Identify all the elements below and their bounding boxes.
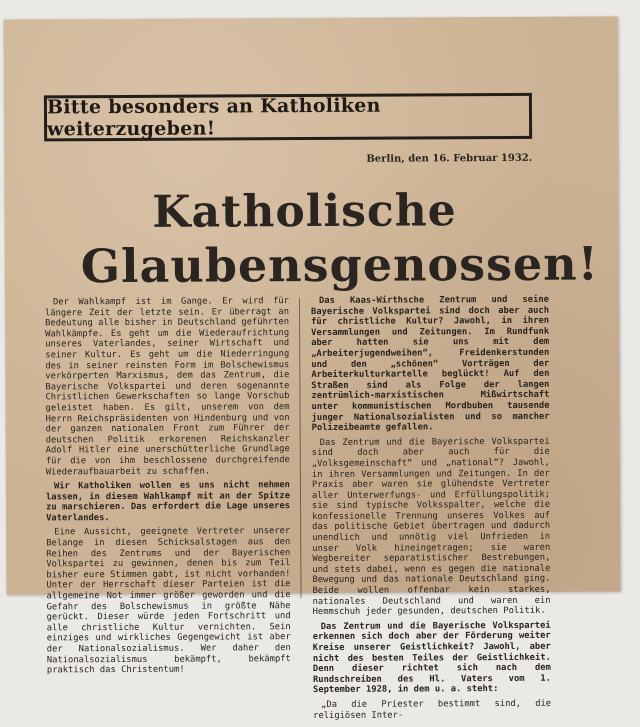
left-paragraph-2: Wir Katholiken wollen es uns nicht nehmen lassen, in diesem Wahlkampf mit an der Spitze zu marschieren. Das erfordert die Lage unseres Vaterlandes. <box>45 480 291 524</box>
leaflet-paper <box>3 16 620 721</box>
title-line-1: Katholische <box>152 185 457 238</box>
right-paragraph-1: Das Kaas-Wirthsche Zentrum und seine Bayerische Volkspartei sind doch aber auch für christliche Kultur? Jawohl, in ihren Versammlungen und Zeitungen. Im Rundfunk aber hatten sie uns mit dem „Arbeiterjugendweihen“, Freidenkerstunden und den „schönen“ Vorträgen der Arbeiterkulturkartelle beglückt! Auf den Straßen sind als Folge der langen zentrümlich-marxistischen Mißwirtschaft unter kommunistischen Mordbuben tausende junger Nationalsozialisten und so mancher Polizeibeamte gefallen. <box>311 294 550 434</box>
right-paragraph-3: Das Zentrum und die Bayerische Volkspartei erkennen sich doch aber der Förderung weiter Kreise unserer Geistlichkeit? Jawohl, aber nicht des besten Teiles der Geistlichkeit. Denn dieser richtet sich nach dem Rundschreiben des Hl. Vaters vom 1. September 1928, in dem u. a. steht: <box>312 620 551 696</box>
left-paragraph-3: Eine Aussicht, geeignete Vertreter unserer Belange in diesen Schicksalstagen aus den Reihen des Zentrums und der Bayerischen Volkspartei zu gewinnen, denen bis zum Teil bisher eure Stimmen gabt, ist nicht vorhanden! Unter der Herrschaft dieser Parteien ist die allgemeine Not immer größer geworden und die Gefahr des Bolschewismus in größte Nähe gerückt. Dieser würde jeden Fortschritt und alle christliche Kultur vernichten. Sein einziges und wirkliches Gegengewicht ist aber der Nationalsozialismus. Wer daher den Nationalsozialismus bekämpft, bekämpft praktisch das Christentum! <box>46 526 291 676</box>
left-paragraph-1: Der Wahlkampf ist im Gange. Er wird für längere Zeit der letzte sein. Er überragt an Bedeutung alle bisher in Deutschland geführten Wahlkämpfe. Es geht um die Wiederaufrichtung unseres Vaterlandes, seiner Wirtschaft und seiner Kultur. Es geht um die Niederringung des in seiner reinsten Form im Bolschewismus verkörperten Marxismus, dem das Zentrum, die Bayerische Volkspartei und deren sogenannte Christlichen Gewerkschaften so lange Vorschub geleistet haben. Es gilt, unserem von dem Herrn Reichspräsidenten von Hindenburg und von der ganzen nationalen Front zum Führer der deutschen Politik erkorenen Reichskanzler Adolf Hitler eine unerschütterliche Grundlage für die von ihm beschlossene durchgreifende Wiederaufbauarbeit zu schaffen. <box>45 296 290 477</box>
column-divider <box>299 298 302 598</box>
right-paragraph-4: „Da die Priester bestimmt sind, die religiösen Inter- <box>313 698 552 721</box>
banner-box <box>44 93 532 142</box>
right-paragraph-2: Das Zentrum und die Bayerische Volkspartei sind doch aber auch für die „Volksgemeinschaft“ und „national“? Jawohl, in ihren Versammlungen und Zeitungen. In der Praxis aber waren sie glühendste Vertreter aller Unterwerfungs- und Erfüllungspolitik; sie sind typische Volksspalter, welche die konfessionelle Trennung unseres Volkes auf das politische Gebiet übertragen und dadurch unendlich und unnötig viel Unfrieden in unser Volk hineingetragen; sie waren Wegbereiter separatistischer Bestrebungen, und stets dabei, wenn es gegen die nationale Bewegung und das nationale Deutschland ging. Beide wollen offenbar kein starkes, nationales Deutschland und waren ein Hemmschuh jeder gesunden, deutschen Politik. <box>311 436 551 618</box>
dateline: Berlin, den 16. Februar 1932. <box>366 152 533 165</box>
title-line-2: Glaubensgenossen! <box>80 236 599 294</box>
right-column <box>311 295 551 725</box>
left-column <box>45 296 291 680</box>
banner-text: Bitte besonders an Katholiken weiterzugeben! <box>46 94 381 141</box>
